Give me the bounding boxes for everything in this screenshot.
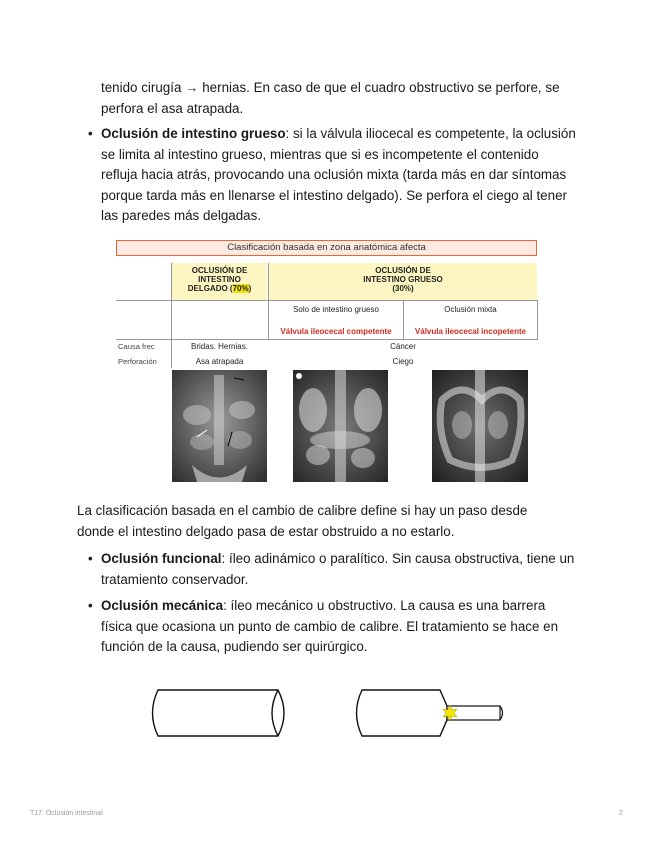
intro-paragraph: [101, 78, 560, 119]
intro-line-2: perfora el asa atrapada.: [101, 100, 244, 116]
bullet-dot: •: [88, 598, 93, 613]
row-perforation-large: Ciego: [392, 357, 414, 366]
bullet-functional: [88, 549, 575, 590]
header-small-line-2: INTESTINO: [198, 275, 241, 284]
bullet-mechanical: [88, 596, 559, 658]
bullet-mec-line-1: : íleo mecánico u obstructivo. La causa es una barrera: [223, 598, 546, 613]
bullet-func-title: Oclusión funcional: [101, 551, 222, 566]
bullet-large-line-4: porque tarda más en llenarse el intestino delgado). Se perfora el ciego al tener: [101, 187, 567, 203]
figure-title: Clasificación basada en zona anatómica afecta: [116, 240, 537, 256]
page-number: 2: [619, 810, 623, 817]
xray-small-intestine-image: [172, 370, 267, 482]
subheader-valve-incompetent: Válvula ileocecal incopetente: [414, 327, 527, 336]
row-cause-small: Bridas. Hernias.: [191, 342, 248, 351]
header-small-percent: 70%: [232, 284, 249, 293]
header-large-intestine: [269, 266, 537, 293]
bullet-func-line-2: tratamiento conservador.: [101, 571, 249, 587]
bullet-dot: •: [88, 126, 93, 141]
row-label-perforation: Perforación: [118, 357, 157, 366]
header-large-line-3: (30%): [392, 284, 414, 293]
calibre-line-1: La clasificación basada en el cambio de calibre define si hay un paso desde: [77, 503, 528, 518]
bullet-large-line-2: se limita al intestino grueso, mientras que si es incompetente el contenido: [101, 146, 539, 162]
header-small-line-1: OCLUSIÓN DE: [191, 266, 248, 275]
bullet-large-intestine: [88, 124, 576, 227]
header-small-intestine: [172, 266, 267, 293]
footer-title: T17. Oclusión intestinal: [30, 810, 103, 817]
intro-line-1: tenido cirugía → hernias. En caso de que el cuadro obstructivo se perfore, se: [101, 80, 560, 95]
table-divider: [116, 339, 537, 340]
bullet-large-line-5: las paredes más delgadas.: [101, 208, 262, 224]
calibre-paragraph: [77, 501, 527, 542]
tube-mechanical-illustration: [352, 688, 507, 738]
subheader-large-only: Solo de intestino grueso: [293, 305, 379, 314]
header-large-line-1: OCLUSIÓN DE: [375, 266, 431, 275]
xray-mixed-obstruction-image: [432, 370, 528, 482]
bullet-large-line-1: : si la válvula iliocecal es competente, la oclusión: [285, 126, 576, 141]
table-divider: [537, 300, 538, 340]
bullet-large-title: Oclusión de intestino grueso: [101, 126, 286, 141]
table-divider: [116, 300, 537, 301]
row-perforation-small: Asa atrapada: [195, 357, 244, 366]
header-large-line-2: INTESTINO GRUESO: [363, 275, 443, 284]
bullet-dot: •: [88, 551, 93, 566]
calibre-line-2: donde el intestino delgado pasa de estar obstruido a no estarlo.: [77, 523, 455, 539]
header-small-line-3: DELGADO (: [187, 284, 233, 293]
bullet-func-line-1: : íleo adinámico o paralítico. Sin causa obstructiva, tiene un: [221, 551, 575, 566]
row-cause-large: Cáncer: [390, 342, 416, 351]
bullet-large-line-3: refluja hacia atrás, provocando una oclusión mixta (tarda más en dar síntomas: [101, 167, 567, 183]
row-label-cause: Causa frec: [118, 342, 155, 351]
header-small-close: ): [248, 284, 252, 293]
xray-large-intestine-image: [293, 370, 388, 482]
bullet-mec-line-3: función de la causa, pudiendo ser quirúrgico.: [101, 639, 368, 655]
subheader-mixed: Oclusión mixta: [444, 305, 497, 314]
subheader-valve-competent: Válvula ileocecal competente: [280, 327, 392, 336]
bullet-mec-line-2: física que ocasiona un punto de cambio de calibre. El tratamiento se hace en: [101, 618, 559, 634]
tube-functional-illustration: [148, 688, 298, 738]
bullet-mec-title: Oclusión mecánica: [101, 598, 224, 613]
